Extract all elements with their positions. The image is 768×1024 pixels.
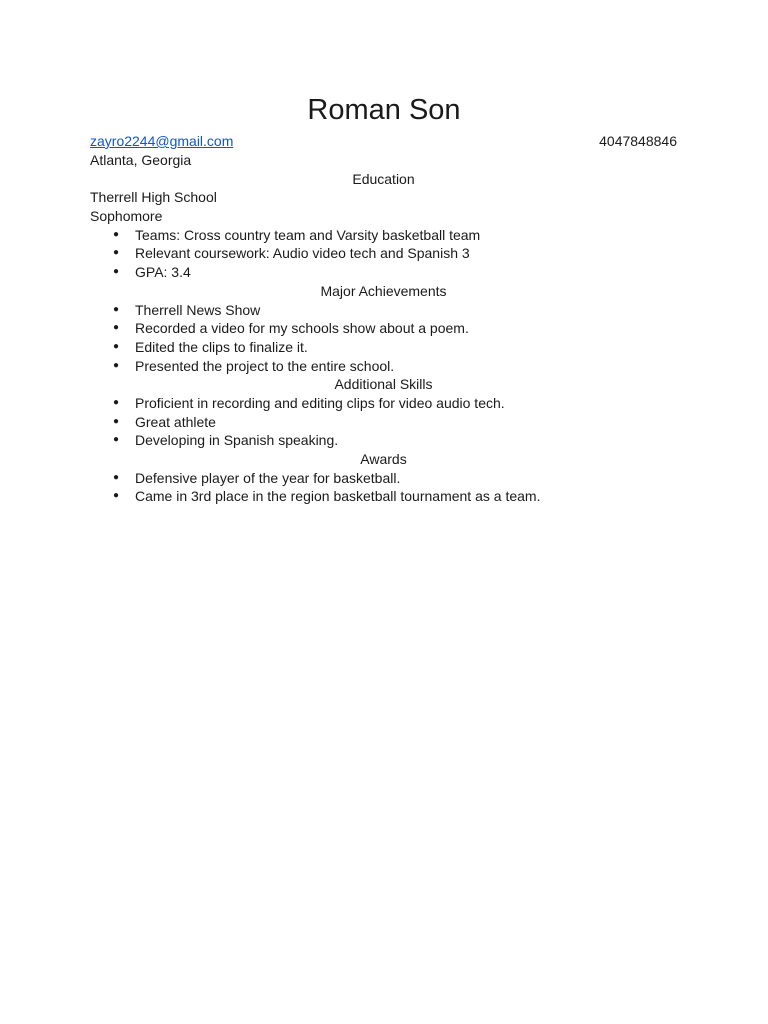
list-item bbox=[90, 244, 677, 263]
grade-level: Sophomore bbox=[90, 208, 163, 225]
list-item-text: Recorded a video for my schools show about a poem. bbox=[135, 320, 469, 337]
list-item-text: Proficient in recording and editing clips for video audio tech. bbox=[135, 394, 505, 411]
list-item bbox=[90, 413, 677, 432]
list-item-text: Great athlete bbox=[135, 413, 216, 430]
list-item bbox=[90, 431, 677, 450]
list-item bbox=[90, 487, 677, 506]
bullet-icon: ● bbox=[113, 266, 120, 278]
awards-list bbox=[90, 469, 677, 506]
bullet-icon: ● bbox=[113, 415, 120, 427]
skills-heading: Additional Skills bbox=[334, 376, 433, 393]
contact-row bbox=[90, 132, 677, 151]
bullet-icon: ● bbox=[113, 471, 120, 483]
skills-list bbox=[90, 394, 677, 450]
bullet-icon: ● bbox=[113, 247, 120, 259]
awards-heading: Awards bbox=[360, 451, 407, 467]
location: Atlanta, Georgia bbox=[90, 152, 192, 168]
list-item-text: Therrell News Show bbox=[135, 301, 261, 318]
list-item-text: Teams: Cross country team and Varsity basketball team bbox=[135, 226, 481, 243]
education-heading: Education bbox=[352, 170, 415, 187]
resume-name: Roman Son bbox=[307, 94, 461, 126]
resume-body bbox=[90, 151, 677, 506]
bullet-icon: ● bbox=[113, 490, 120, 502]
bullet-icon: ● bbox=[113, 228, 120, 240]
list-item bbox=[90, 226, 677, 245]
list-item bbox=[90, 338, 677, 357]
list-item bbox=[90, 319, 677, 338]
bullet-icon: ● bbox=[113, 396, 120, 408]
list-item bbox=[90, 301, 677, 320]
list-item-text: Came in 3rd place in the region basketball tournament as a team. bbox=[135, 488, 541, 505]
bullet-icon: ● bbox=[113, 434, 120, 446]
phone-number: 4047848846 bbox=[599, 133, 677, 149]
list-item-text: Relevant coursework: Audio video tech and Spanish 3 bbox=[135, 245, 470, 262]
email-link[interactable]: zayro2244@gmail.com bbox=[90, 133, 234, 149]
list-item bbox=[90, 263, 677, 282]
list-item-text: GPA: 3.4 bbox=[135, 264, 191, 281]
bullet-icon: ● bbox=[113, 303, 120, 315]
list-item-text: Edited the clips to finalize it. bbox=[135, 338, 308, 355]
list-item bbox=[90, 469, 677, 488]
education-list bbox=[90, 226, 677, 282]
list-item-text: Presented the project to the entire school. bbox=[135, 357, 395, 374]
bullet-icon: ● bbox=[113, 322, 120, 334]
list-item bbox=[90, 394, 677, 413]
list-item-text: Defensive player of the year for basketball. bbox=[135, 469, 401, 486]
achievements-list bbox=[90, 301, 677, 376]
school-name: Therrell High School bbox=[90, 189, 217, 206]
bullet-icon: ● bbox=[113, 340, 120, 352]
list-item bbox=[90, 357, 677, 376]
list-item-text: Developing in Spanish speaking. bbox=[135, 432, 339, 449]
bullet-icon: ● bbox=[113, 359, 120, 371]
achievements-heading: Major Achievements bbox=[320, 282, 447, 299]
